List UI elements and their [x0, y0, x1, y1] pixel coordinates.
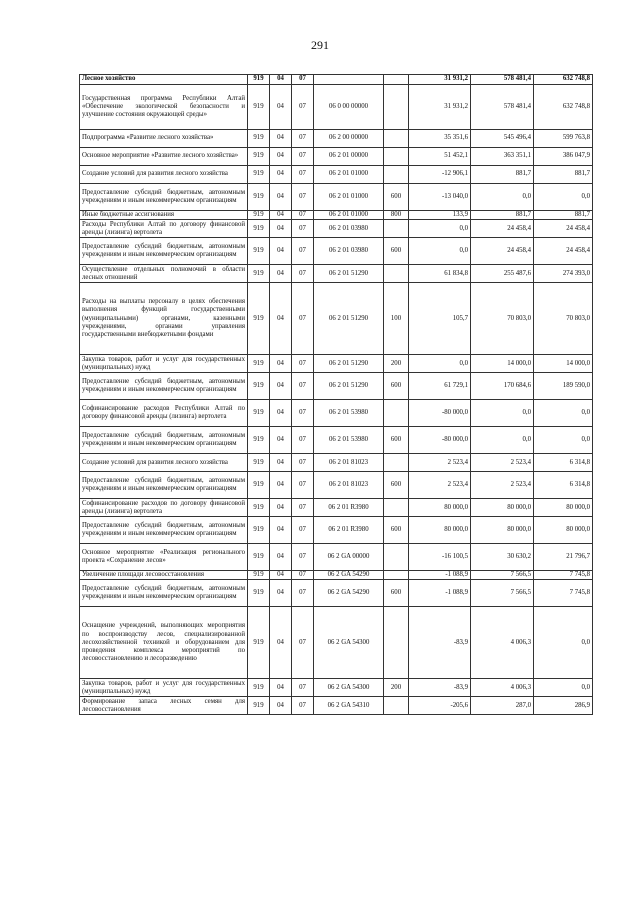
section-code: 04 [270, 544, 292, 571]
amount-year-2: 24 458,4 [471, 220, 534, 238]
amount-year-2: 0,0 [471, 184, 534, 211]
amount-year-2: 4 006,3 [471, 607, 534, 679]
amount-year-2: 80 000,0 [471, 517, 534, 544]
row-name: Предоставление субсидий бюджетным, автономным учреждениям и иным некоммерческим организациям [80, 427, 248, 454]
row-name: Софинансирование расходов по договору финансовой аренды (лизинга) вертолета [80, 499, 248, 517]
amount-year-1: 80 000,0 [409, 499, 471, 517]
section-code: 04 [270, 85, 292, 130]
target-article-code: 06 2 01 53980 [314, 427, 384, 454]
amount-year-3: 0,0 [534, 400, 593, 427]
section-code: 04 [270, 517, 292, 544]
amount-year-1: -1 088,9 [409, 580, 471, 607]
amount-year-2: 170 684,6 [471, 373, 534, 400]
expense-type-code [384, 130, 409, 148]
target-article-code: 06 2 GA 54300 [314, 607, 384, 679]
subsection-code: 07 [292, 184, 314, 211]
grbs-code: 919 [248, 544, 270, 571]
subsection-code: 07 [292, 220, 314, 238]
expense-type-code: 100 [384, 283, 409, 355]
table-row [80, 580, 593, 607]
amount-year-3: 7 745,8 [534, 571, 593, 580]
amount-year-2: 7 566,5 [471, 571, 534, 580]
amount-year-1: 35 351,6 [409, 130, 471, 148]
amount-year-3: 0,0 [534, 607, 593, 679]
grbs-code: 919 [248, 85, 270, 130]
target-article-code: 06 2 01 R3980 [314, 499, 384, 517]
table-row [80, 85, 593, 130]
table-row [80, 679, 593, 697]
amount-year-2: 287,0 [471, 697, 534, 715]
subsection-code: 07 [292, 148, 314, 166]
grbs-code: 919 [248, 517, 270, 544]
subsection-code: 07 [292, 571, 314, 580]
row-name: Формирование запаса лесных семян для лесовосстановления [80, 697, 248, 715]
row-name: Предоставление субсидий бюджетным, автономным учреждениям и иным некоммерческим организациям [80, 184, 248, 211]
amount-year-3: 632 748,8 [534, 85, 593, 130]
amount-year-3: 14 000,0 [534, 355, 593, 373]
section-code: 04 [270, 571, 292, 580]
target-article-code: 06 2 01 51290 [314, 265, 384, 283]
row-name: Лесное хозяйство [80, 75, 248, 85]
expense-type-code [384, 148, 409, 166]
amount-year-3: 80 000,0 [534, 499, 593, 517]
target-article-code: 06 2 01 01000 [314, 184, 384, 211]
target-article-code: 06 2 01 51290 [314, 355, 384, 373]
table-row [80, 472, 593, 499]
grbs-code: 919 [248, 571, 270, 580]
row-name: Расходы Республики Алтай по договору финансовой аренды (лизинга) вертолета [80, 220, 248, 238]
expense-type-code: 800 [384, 211, 409, 220]
table-row [80, 238, 593, 265]
amount-year-2: 7 566,5 [471, 580, 534, 607]
amount-year-2: 24 458,4 [471, 238, 534, 265]
grbs-code: 919 [248, 166, 270, 184]
subsection-code: 07 [292, 85, 314, 130]
expense-type-code: 600 [384, 184, 409, 211]
amount-year-3: 24 458,4 [534, 238, 593, 265]
expense-type-code [384, 499, 409, 517]
amount-year-3: 189 590,0 [534, 373, 593, 400]
section-code: 04 [270, 580, 292, 607]
grbs-code: 919 [248, 238, 270, 265]
amount-year-3: 881,7 [534, 166, 593, 184]
amount-year-3: 80 000,0 [534, 517, 593, 544]
target-article-code: 06 2 01 81023 [314, 454, 384, 472]
section-code: 04 [270, 130, 292, 148]
table-row [80, 373, 593, 400]
amount-year-1: 31 931,2 [409, 85, 471, 130]
expense-type-code: 600 [384, 373, 409, 400]
row-name: Предоставление субсидий бюджетным, автономным учреждениям и иным некоммерческим организациям [80, 517, 248, 544]
amount-year-2: 255 487,6 [471, 265, 534, 283]
amount-year-2: 578 481,4 [471, 85, 534, 130]
section-code: 04 [270, 265, 292, 283]
target-article-code: 06 2 01 01000 [314, 166, 384, 184]
section-code: 04 [270, 697, 292, 715]
subsection-code: 07 [292, 697, 314, 715]
table-row [80, 571, 593, 580]
amount-year-2: 80 000,0 [471, 499, 534, 517]
subsection-code: 07 [292, 238, 314, 265]
amount-year-3: 6 314,8 [534, 472, 593, 499]
table-row [80, 265, 593, 283]
section-code: 04 [270, 499, 292, 517]
section-code: 04 [270, 679, 292, 697]
row-name: Расходы на выплаты персоналу в целях обеспечения выполнения функций государственными (муниципальными) органами, казенными учреждениями, органами управления государственными внебюджетными фондами [80, 283, 248, 355]
section-code: 04 [270, 427, 292, 454]
grbs-code: 919 [248, 130, 270, 148]
expense-type-code [384, 544, 409, 571]
amount-year-3: 0,0 [534, 679, 593, 697]
amount-year-3: 599 763,8 [534, 130, 593, 148]
amount-year-1: -83,9 [409, 607, 471, 679]
table-row [80, 283, 593, 355]
table-row [80, 427, 593, 454]
subsection-code: 07 [292, 472, 314, 499]
grbs-code: 919 [248, 265, 270, 283]
amount-year-3: 70 803,0 [534, 283, 593, 355]
target-article-code: 06 2 GA 00000 [314, 544, 384, 571]
subsection-code: 07 [292, 283, 314, 355]
grbs-code: 919 [248, 75, 270, 85]
amount-year-1: -1 088,9 [409, 571, 471, 580]
row-name: Подпрограмма «Развитие лесного хозяйства» [80, 130, 248, 148]
table-row [80, 166, 593, 184]
table-row [80, 544, 593, 571]
subsection-code: 07 [292, 355, 314, 373]
row-name: Основное мероприятие «Развитие лесного хозяйства» [80, 148, 248, 166]
grbs-code: 919 [248, 472, 270, 499]
amount-year-2: 545 496,4 [471, 130, 534, 148]
target-article-code: 06 2 01 81023 [314, 472, 384, 499]
amount-year-3: 24 458,4 [534, 220, 593, 238]
amount-year-3: 6 314,8 [534, 454, 593, 472]
row-name: Предоставление субсидий бюджетным, автономным учреждениям и иным некоммерческим организациям [80, 238, 248, 265]
subsection-code: 07 [292, 166, 314, 184]
table-row [80, 148, 593, 166]
subsection-code: 07 [292, 544, 314, 571]
row-name: Иные бюджетные ассигнования [80, 211, 248, 220]
amount-year-3: 632 748,8 [534, 75, 593, 85]
grbs-code: 919 [248, 220, 270, 238]
amount-year-1: 2 523,4 [409, 454, 471, 472]
section-code: 04 [270, 472, 292, 499]
target-article-code: 06 2 GA 54290 [314, 580, 384, 607]
expense-type-code [384, 607, 409, 679]
expense-type-code [384, 166, 409, 184]
grbs-code: 919 [248, 184, 270, 211]
subsection-code: 07 [292, 373, 314, 400]
subsection-code: 07 [292, 211, 314, 220]
subsection-code: 07 [292, 265, 314, 283]
amount-year-1: -12 906,1 [409, 166, 471, 184]
amount-year-1: -13 040,0 [409, 184, 471, 211]
amount-year-1: -83,9 [409, 679, 471, 697]
target-article-code: 06 2 01 03980 [314, 220, 384, 238]
section-code: 04 [270, 220, 292, 238]
target-article-code: 06 2 01 01000 [314, 211, 384, 220]
table-row [80, 400, 593, 427]
amount-year-1: -16 100,5 [409, 544, 471, 571]
expense-type-code [384, 697, 409, 715]
table-row [80, 130, 593, 148]
expense-type-code: 200 [384, 355, 409, 373]
amount-year-2: 881,7 [471, 166, 534, 184]
subsection-code: 07 [292, 499, 314, 517]
amount-year-1: 0,0 [409, 238, 471, 265]
amount-year-1: 51 452,1 [409, 148, 471, 166]
section-code: 04 [270, 283, 292, 355]
section-code: 04 [270, 211, 292, 220]
target-article-code: 06 2 01 53980 [314, 400, 384, 427]
section-code: 04 [270, 607, 292, 679]
grbs-code: 919 [248, 355, 270, 373]
amount-year-1: 0,0 [409, 355, 471, 373]
amount-year-3: 274 393,0 [534, 265, 593, 283]
expense-type-code: 600 [384, 472, 409, 499]
row-name: Увеличение площади лесовосстановления [80, 571, 248, 580]
section-code: 04 [270, 184, 292, 211]
amount-year-2: 2 523,4 [471, 454, 534, 472]
table-row [80, 454, 593, 472]
section-code: 04 [270, 75, 292, 85]
amount-year-2: 578 481,4 [471, 75, 534, 85]
row-name: Закупка товаров, работ и услуг для государственных (муниципальных) нужд [80, 355, 248, 373]
target-article-code [314, 75, 384, 85]
target-article-code: 06 2 01 R3980 [314, 517, 384, 544]
row-name: Создание условий для развития лесного хозяйства [80, 454, 248, 472]
grbs-code: 919 [248, 148, 270, 166]
section-code: 04 [270, 454, 292, 472]
row-name: Предоставление субсидий бюджетным, автономным учреждениям и иным некоммерческим организациям [80, 472, 248, 499]
row-name: Предоставление субсидий бюджетным, автономным учреждениям и иным некоммерческим организациям [80, 373, 248, 400]
expense-type-code: 600 [384, 427, 409, 454]
amount-year-2: 2 523,4 [471, 472, 534, 499]
subsection-code: 07 [292, 580, 314, 607]
grbs-code: 919 [248, 679, 270, 697]
amount-year-2: 363 351,1 [471, 148, 534, 166]
table-row [80, 607, 593, 679]
amount-year-2: 4 006,3 [471, 679, 534, 697]
amount-year-2: 30 630,2 [471, 544, 534, 571]
amount-year-3: 21 796,7 [534, 544, 593, 571]
target-article-code: 06 2 00 00000 [314, 130, 384, 148]
expense-type-code: 600 [384, 238, 409, 265]
expense-type-code [384, 220, 409, 238]
target-article-code: 06 2 01 00000 [314, 148, 384, 166]
grbs-code: 919 [248, 697, 270, 715]
grbs-code: 919 [248, 427, 270, 454]
subsection-code: 07 [292, 679, 314, 697]
row-name: Основное мероприятие «Реализация регионального проекта «Сохранение лесов» [80, 544, 248, 571]
table-row [80, 355, 593, 373]
table-row [80, 184, 593, 211]
grbs-code: 919 [248, 499, 270, 517]
amount-year-2: 14 000,0 [471, 355, 534, 373]
table-row [80, 211, 593, 220]
expense-type-code: 600 [384, 580, 409, 607]
row-name: Государственная программа Республики Алтай «Обеспечение экологической безопасности и улучшение состояния окружающей среды» [80, 85, 248, 130]
amount-year-1: -80 000,0 [409, 427, 471, 454]
amount-year-1: 133,9 [409, 211, 471, 220]
amount-year-1: 61 834,8 [409, 265, 471, 283]
target-article-code: 06 2 GA 54300 [314, 679, 384, 697]
section-code: 04 [270, 166, 292, 184]
amount-year-1: 31 931,2 [409, 75, 471, 85]
row-name: Закупка товаров, работ и услуг для государственных (муниципальных) нужд [80, 679, 248, 697]
grbs-code: 919 [248, 607, 270, 679]
subsection-code: 07 [292, 427, 314, 454]
table-row [80, 499, 593, 517]
expense-type-code [384, 400, 409, 427]
amount-year-1: 105,7 [409, 283, 471, 355]
subsection-code: 07 [292, 607, 314, 679]
section-code: 04 [270, 373, 292, 400]
expense-type-code [384, 75, 409, 85]
grbs-code: 919 [248, 211, 270, 220]
expense-type-code [384, 265, 409, 283]
amount-year-3: 7 745,8 [534, 580, 593, 607]
subsection-code: 07 [292, 517, 314, 544]
amount-year-2: 881,7 [471, 211, 534, 220]
expense-type-code: 600 [384, 517, 409, 544]
amount-year-1: -80 000,0 [409, 400, 471, 427]
row-name: Предоставление субсидий бюджетным, автономным учреждениям и иным некоммерческим организациям [80, 580, 248, 607]
row-name: Осуществление отдельных полномочий в области лесных отношений [80, 265, 248, 283]
expense-type-code [384, 85, 409, 130]
table-row [80, 697, 593, 715]
amount-year-1: 61 729,1 [409, 373, 471, 400]
target-article-code: 06 0 00 00000 [314, 85, 384, 130]
budget-table [79, 74, 593, 715]
expense-type-code: 200 [384, 679, 409, 697]
subsection-code: 07 [292, 130, 314, 148]
target-article-code: 06 2 01 51290 [314, 283, 384, 355]
section-code: 04 [270, 148, 292, 166]
row-name: Создание условий для развития лесного хозяйства [80, 166, 248, 184]
table-row [80, 75, 593, 85]
section-code: 04 [270, 238, 292, 265]
amount-year-3: 386 047,9 [534, 148, 593, 166]
subsection-code: 07 [292, 75, 314, 85]
section-code: 04 [270, 400, 292, 427]
grbs-code: 919 [248, 283, 270, 355]
grbs-code: 919 [248, 373, 270, 400]
amount-year-3: 0,0 [534, 427, 593, 454]
expense-type-code [384, 454, 409, 472]
row-name: Оснащение учреждений, выполняющих мероприятия по воспроизводству лесов, специализированной лесохозяйственной техникой и оборудованием для проведения комплекса мероприятий по лесовосстановлению и лесоразведению [80, 607, 248, 679]
table-row [80, 220, 593, 238]
target-article-code: 06 2 01 03980 [314, 238, 384, 265]
row-name: Софинансирование расходов Республики Алтай по договору финансовой аренды (лизинга) вертолета [80, 400, 248, 427]
amount-year-3: 881,7 [534, 211, 593, 220]
expense-type-code [384, 571, 409, 580]
amount-year-2: 0,0 [471, 427, 534, 454]
subsection-code: 07 [292, 454, 314, 472]
target-article-code: 06 2 01 51290 [314, 373, 384, 400]
amount-year-1: -205,6 [409, 697, 471, 715]
amount-year-1: 80 000,0 [409, 517, 471, 544]
section-code: 04 [270, 355, 292, 373]
grbs-code: 919 [248, 454, 270, 472]
amount-year-2: 0,0 [471, 400, 534, 427]
grbs-code: 919 [248, 580, 270, 607]
amount-year-1: 0,0 [409, 220, 471, 238]
target-article-code: 06 2 GA 54290 [314, 571, 384, 580]
grbs-code: 919 [248, 400, 270, 427]
target-article-code: 06 2 GA 54310 [314, 697, 384, 715]
amount-year-1: 2 523,4 [409, 472, 471, 499]
table-row [80, 517, 593, 544]
page-number: 291 [311, 38, 329, 52]
amount-year-3: 0,0 [534, 184, 593, 211]
amount-year-3: 286,9 [534, 697, 593, 715]
subsection-code: 07 [292, 400, 314, 427]
amount-year-2: 70 803,0 [471, 283, 534, 355]
